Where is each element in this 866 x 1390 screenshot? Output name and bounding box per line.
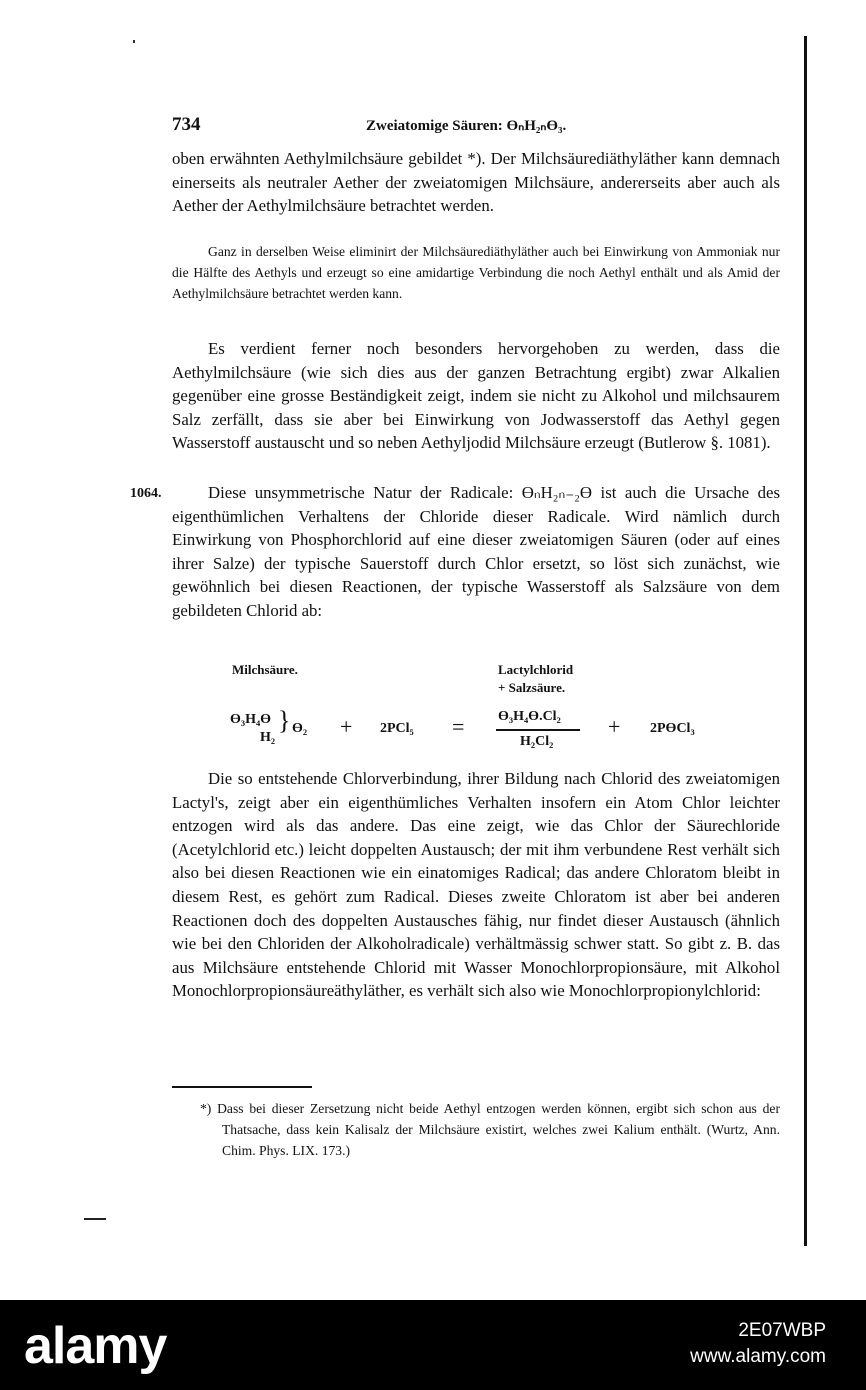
paragraph-4: Diese unsymmetrische Natur der Radicale: ϴₙH₂ₙ₋₂ϴ ist auch die Ursache des eigenthümlichen Verhaltens der Chloride dieser Radicale. Wird nämlich durch Einwirkung von Phosphorchlorid auf eine dieser zweiatomigen Säuren (oder auf eines ihrer Salze) der typische Sauerstoff durch Chlor ersetzt, so löst sich zunächst, wie gewöhnlich bei diesen Reactionen, der typische Wasserstoff als Salzsäure von dem gebildeten Chlorid ab: <box>172 483 780 620</box>
alamy-logo: alamy <box>24 1317 167 1375</box>
paragraph-3: Es verdient ferner noch besonders hervorgehoben zu werden, dass die Aethylmilchsäure (wie sich dies aus der ganzen Betrachtung ergibt) zwar Alkalien gegenüber eine grosse Beständigkeit zeigt, indem sie nicht zu Alkohol und milchsaurem Salz zerfällt, dass sie aber bei Einwirkung von Jodwasserstoff das Aethyl gegen Wasserstoff austauscht und so neben Aethyljodid Milchsäure erzeugt (Butlerow §. 1081). <box>172 339 780 453</box>
footnote: *) Dass bei dieser Zersetzung nicht beide Aethyl entzogen werden können, ergibt sich schon aus der Thatsache, dass kein Kalisalz der Milchsäure existirt, welches zwei Kalium enthält. (Wurtz, Ann. Chim. Phys. LIX. 173.) <box>200 1101 780 1158</box>
image-id: 2E07WBP <box>738 1320 826 1341</box>
running-header <box>172 114 792 138</box>
plus-sign-2: + <box>608 714 621 739</box>
brace-symbol: } <box>278 706 291 735</box>
reagent: 2PCl₅ <box>380 721 414 736</box>
paragraph-5: Die so entstehende Chlorverbindung, ihrer Bildung nach Chlorid des zweiatomigen Lactyl's, zeigt aber ein eigenthümliches Verhalten insofern ein Atom Chlor leichter entzogen wird als das andere. Das eine zeigt, wie das Chlor der Säurechloride (Acetylchlorid etc.) leicht doppelten Austausch; der mit ihm verbundene Rest verhält sich also bei diesen Reactionen wie ein einatomiges Radical; das andere Chloratom bleibt in diesem Rest, es gehört zum Radical. Dieses zweite Chloratom ist aber bei anderen Reactionen doch des doppelten Austausches fähig, nur findet dieser Austausch (ähnlich wie bei den Chloriden der Alkoholradicale) verhältmässig schwer statt. So gibt z. B. das aus Milchsäure entstehende Chlorid mit Wasser Monochlorpropionsäure, mit Alkohol Monochlorpropionsäureäthyläther, es verhält sich also wie Monochlorpropionylchlorid: <box>172 769 780 1001</box>
watermark-info <box>690 1318 826 1370</box>
reactant-oxygen: ϴ₂ <box>292 721 308 736</box>
page-edge-line <box>804 36 807 1246</box>
product-denominator: H₂Cl₂ <box>520 734 554 749</box>
site-url: www.alamy.com <box>690 1346 826 1367</box>
equation-label-right-1: Lactylchlorid <box>498 662 574 677</box>
paragraph-1: oben erwähnten Aethylmilchsäure gebildet *). Der Milchsäurediäthyläther kann demnach einerseits als neutraler Aether der zweiatomigen Milchsäure, andererseits aber auch als Aether der Aethylmilchsäure betrachtet werden. <box>172 149 780 216</box>
chemical-equation <box>230 708 790 758</box>
equation-label-right-2: + Salzsäure. <box>498 680 566 695</box>
paragraph-2-small: Ganz in derselben Weise eliminirt der Milchsäurediäthyläther auch bei Einwirkung von Ammoniak nur die Hälfte des Aethyls und erzeugt so eine amidartige Verbindung die noch Aethyl enthält und als Amid der Aethylmilchsäure betrachtet werden kann. <box>172 244 780 301</box>
fraction-bar <box>496 729 580 731</box>
speck-mark <box>133 40 135 43</box>
margin-dash <box>84 1218 106 1220</box>
byproduct: 2PϴCl₃ <box>650 721 695 736</box>
reactant-top: ϴ₃H₄ϴ <box>230 712 272 727</box>
plus-sign-1: + <box>340 714 353 739</box>
running-title: Zweiatomige Säuren: ϴₙH₂ₙϴ₃. <box>366 118 567 134</box>
section-number: 1064. <box>130 486 162 501</box>
product-numerator: ϴ₃H₄ϴ.Cl₂ <box>498 709 561 724</box>
footnote-rule <box>172 1086 312 1088</box>
equation-label-left: Milchsäure. <box>232 662 298 677</box>
reactant-bottom: H₂ <box>260 730 276 745</box>
equals-sign: = <box>452 714 465 739</box>
page-number: 734 <box>172 114 201 135</box>
